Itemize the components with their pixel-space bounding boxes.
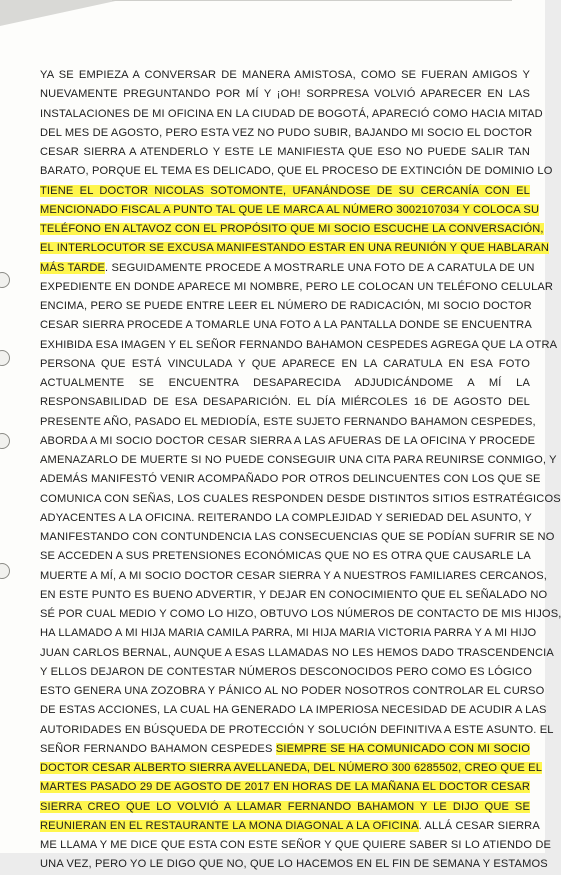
text-line — [40, 105, 543, 124]
text-line — [40, 817, 540, 836]
text-line — [40, 798, 530, 817]
text-line — [40, 470, 541, 489]
text-segment: ACTUALMENTE SE ENCUENTRA DESAPARECIDA ADJUDICÁNDOME A MÍ LA — [40, 377, 530, 389]
text-segment: UNA VEZ, PERO YO LE DIGO QUE NO, QUE LO HACEMOS EN EL FIN DE SEMANA Y ESTAMOS — [40, 858, 548, 871]
text-segment: JUAN CARLOS BERNAL, AUNQUE A ESAS LLAMADAS NO LES HEMOS DADO TRASCENDENCIA — [40, 646, 554, 659]
text-line — [40, 278, 554, 297]
text-segment: CESAR SIERRA PROCEDE A TOMARLE UNA FOTO A LA PANTALLA DONDE SE ENCUENTRA — [40, 319, 532, 332]
text-segment: SEÑOR FERNANDO BAHAMON CESPEDES — [40, 742, 276, 755]
text-line — [40, 66, 530, 85]
text-line — [40, 855, 548, 874]
text-segment: EXHIBIDA ESA IMAGEN Y EL SEÑOR FERNANDO BAHAMON CESPEDES AGREGA QUE LA OTRA — [40, 338, 558, 351]
folded-corner — [0, 0, 120, 26]
punch-hole — [0, 272, 10, 288]
text-segment: BARATO, PORQUE EL TEMA ES DELICADO, QUE EL PROCESO DE EXTINCIÓN DE DOMINIO LO — [40, 165, 553, 178]
text-line — [40, 682, 545, 701]
text-line — [40, 413, 536, 432]
text-line — [40, 393, 530, 412]
highlighted-text: MÁS TARDE — [40, 261, 106, 274]
document-body-text — [40, 66, 561, 875]
highlighted-text: SIEMPRE SE HA COMUNICADO CON MI SOCIO — [275, 742, 531, 755]
text-line — [40, 259, 535, 278]
text-line — [40, 644, 554, 663]
highlighted-text: EL INTERLOCUTOR SE EXCUSA MANIFESTANDO ESTAR EN UNA REUNIÓN Y QUE HABLARAN — [40, 242, 549, 255]
text-segment: DEL MES DE AGOSTO, PERO ESTA VEZ NO PUDO SUBIR, BAJANDO MI SOCIO EL DOCTOR — [40, 126, 533, 139]
page-top-edge — [112, 0, 512, 1]
text-segment: AMENAZARLO DE MUERTE SI NO PUEDE CONSEGUIR UNA CITA PARA REUNIRSE CONMIGO, Y — [40, 454, 557, 466]
text-line — [40, 124, 533, 143]
highlighted-text: MARTES PASADO 29 DE AGOSTO DE 2017 EN HORAS DE LA MAÑANA EL DOCTOR CESAR — [40, 781, 530, 794]
text-segment: ESTO GENERA UNA ZOZOBRA Y PÁNICO AL NO PODER NOSOTROS CONTROLAR EL CURSO — [40, 685, 545, 697]
text-line — [40, 201, 540, 220]
text-line — [40, 567, 547, 586]
text-segment: MANIFESTANDO CON CONTUNDENCIA LAS CONSECUENCIAS QUE SE PODÍAN SUFRIR SE NO — [40, 531, 555, 543]
text-segment: CESAR SIERRA A ATENDERLO Y ESTE LE MANIFIESTA QUE ESO NO PUEDE SALIR TAN — [40, 146, 530, 158]
text-line — [40, 624, 537, 643]
text-segment: ABORDA A MI SOCIO DOCTOR CESAR SIERRA A LAS AFUERAS DE LA OFICINA Y PROCEDE — [40, 434, 536, 447]
text-line — [40, 374, 530, 393]
text-line — [40, 721, 554, 740]
highlighted-text: TIENE EL DOCTOR NICOLAS SOTOMONTE, UFANÁNDOSE DE SU CERCANÍA CON EL — [40, 184, 530, 197]
punch-hole — [0, 563, 10, 579]
text-segment: . SEGUIDAMENTE PROCEDE A MOSTRARLE UNA FOTO DE A CARATULA DE UN — [105, 261, 535, 274]
text-segment: Y ELLOS DEJARON DE CONTESTAR NÚMEROS DESCONOCIDOS PERO COMO ES LÓGICO — [40, 665, 532, 678]
text-line — [40, 509, 530, 528]
text-line — [40, 143, 530, 162]
text-segment: ADYACENTES A LA OFICINA. REITERANDO LA COMPLEJIDAD Y SERIEDAD DEL ASUNTO, Y — [40, 511, 532, 524]
text-line — [40, 701, 547, 720]
highlighted-text: SIERRA CREO QUE LO VOLVIÓ A LLAMAR FERNANDO BAHAMON Y LE DIJO QUE SE — [40, 800, 530, 813]
text-segment: . ALLÁ CESAR SIERRA — [418, 819, 540, 832]
text-line — [40, 547, 530, 566]
text-segment: AUTORIDADES EN BÚSQUEDA DE PROTECCIÓN Y SOLUCIÓN DEFINITIVA A ESTE ASUNTO. EL — [40, 723, 554, 736]
highlighted-text: REUNIERAN EN EL RESTAURANTE LA MONA DIAGONAL A LA OFICINA — [40, 819, 419, 832]
text-segment: SE ACCEDEN A SUS PRETENSIONES ECONÓMICAS QUE NO ES OTRA QUE CAUSARLE LA — [40, 550, 531, 563]
text-line — [40, 490, 561, 509]
text-segment: EXPEDIENTE EN DONDE APARECE MI NOMBRE, PERO LE COLOCAN UN TELÉFONO CELULAR — [40, 280, 554, 293]
text-line — [40, 85, 530, 104]
highlighted-text: TELÉFONO EN ALTAVOZ CON EL PROPÓSITO QUE MI SOCIO ESCUCHE LA CONVERSACIÓN, — [40, 223, 544, 235]
text-segment: PERSONA QUE ESTÁ VINCULADA Y QUE APARECE EN LA CARATULA EN ESA FOTO — [40, 357, 530, 370]
text-line — [40, 162, 553, 181]
text-line — [40, 451, 557, 470]
text-line — [40, 432, 536, 451]
text-segment: EN ESTE PUNTO ES BUENO ADVERTIR, Y DEJAR EN CONOCIMIENTO QUE EL SEÑALADO NO — [40, 588, 548, 601]
text-segment: SÉ POR CUAL MEDIO Y COMO LO HIZO, OBTUVO LOS NÚMEROS DE CONTACTO DE MIS HIJOS, — [40, 608, 561, 620]
text-line — [40, 336, 558, 355]
text-segment: RESPONSABILIDAD DE ESA DESAPARICIÓN. EL DÍA MIÉRCOLES 16 DE AGOSTO DEL — [40, 396, 530, 409]
punch-hole — [0, 433, 10, 449]
text-line — [40, 586, 548, 605]
text-segment: ENCIMA, PERO SE PUEDE ENTRE LEER EL NÚMERO DE RADICACIÓN, MI SOCIO DOCTOR — [40, 300, 532, 312]
text-segment: MUERTE A MÍ, A MI SOCIO DOCTOR CESAR SIERRA Y A NUESTROS FAMILIARES CERCANOS, — [40, 569, 547, 582]
text-line — [40, 528, 555, 547]
text-segment: INSTALACIONES DE MI OFICINA EN LA CIUDAD DE BOGOTÁ, APARECIÓ COMO HACIA MITAD — [40, 107, 543, 120]
text-line — [40, 836, 552, 855]
punch-hole — [0, 350, 10, 366]
text-line — [40, 740, 530, 759]
text-line — [40, 605, 561, 624]
text-line — [40, 759, 543, 778]
highlighted-text: MENCIONADO FISCAL A PUNTO TAL QUE LE MARCA AL NÚMERO 3002107034 Y COLOCA SU — [40, 203, 540, 216]
text-segment: NUEVAMENTE PREGUNTANDO POR MÍ Y ¡OH! SORPRESA VOLVIÓ APARECER EN LAS — [40, 88, 530, 101]
text-line — [40, 778, 530, 797]
text-line — [40, 220, 544, 239]
text-line — [40, 355, 530, 374]
text-line — [40, 182, 530, 201]
highlighted-text: DOCTOR CESAR ALBERTO SIERRA AVELLANEDA, DEL NÚMERO 300 6285502, CREO QUE EL — [40, 762, 543, 774]
text-segment: DE ESTAS ACCIONES, LA CUAL HA GENERADO LA IMPERIOSA NECESIDAD DE ACUDIR A LAS — [40, 704, 547, 717]
text-line — [40, 663, 530, 682]
text-segment: PRESENTE AÑO, PASADO EL MEDIODÍA, ESTE SUJETO FERNANDO BAHAMON CESPEDES, — [40, 415, 536, 428]
text-segment: ME LLAMA Y ME DICE QUE ESTA CON ESTE SEÑOR Y QUE QUIERE SABER SI LO ATIENDO DE — [40, 839, 552, 851]
text-line — [40, 239, 549, 258]
text-segment: YA SE EMPIEZA A CONVERSAR DE MANERA AMISTOSA, COMO SE FUERAN AMIGOS Y — [40, 69, 530, 81]
text-line — [40, 316, 530, 335]
text-line — [40, 297, 530, 316]
text-segment: COMUNICA CON SEÑAS, LOS CUALES RESPONDEN DESDE DISTINTOS SITIOS ESTRATÉGICOS — [40, 492, 561, 505]
text-segment: HA LLAMADO A MI HIJA MARIA CAMILA PARRA, MI HIJA MARIA VICTORIA PARRA Y A MI HIJO — [40, 627, 537, 640]
text-segment: ADEMÁS MANIFESTÓ VENIR ACOMPAÑADO POR OTROS DELINCUENTES CON LOS QUE SE — [40, 473, 541, 486]
